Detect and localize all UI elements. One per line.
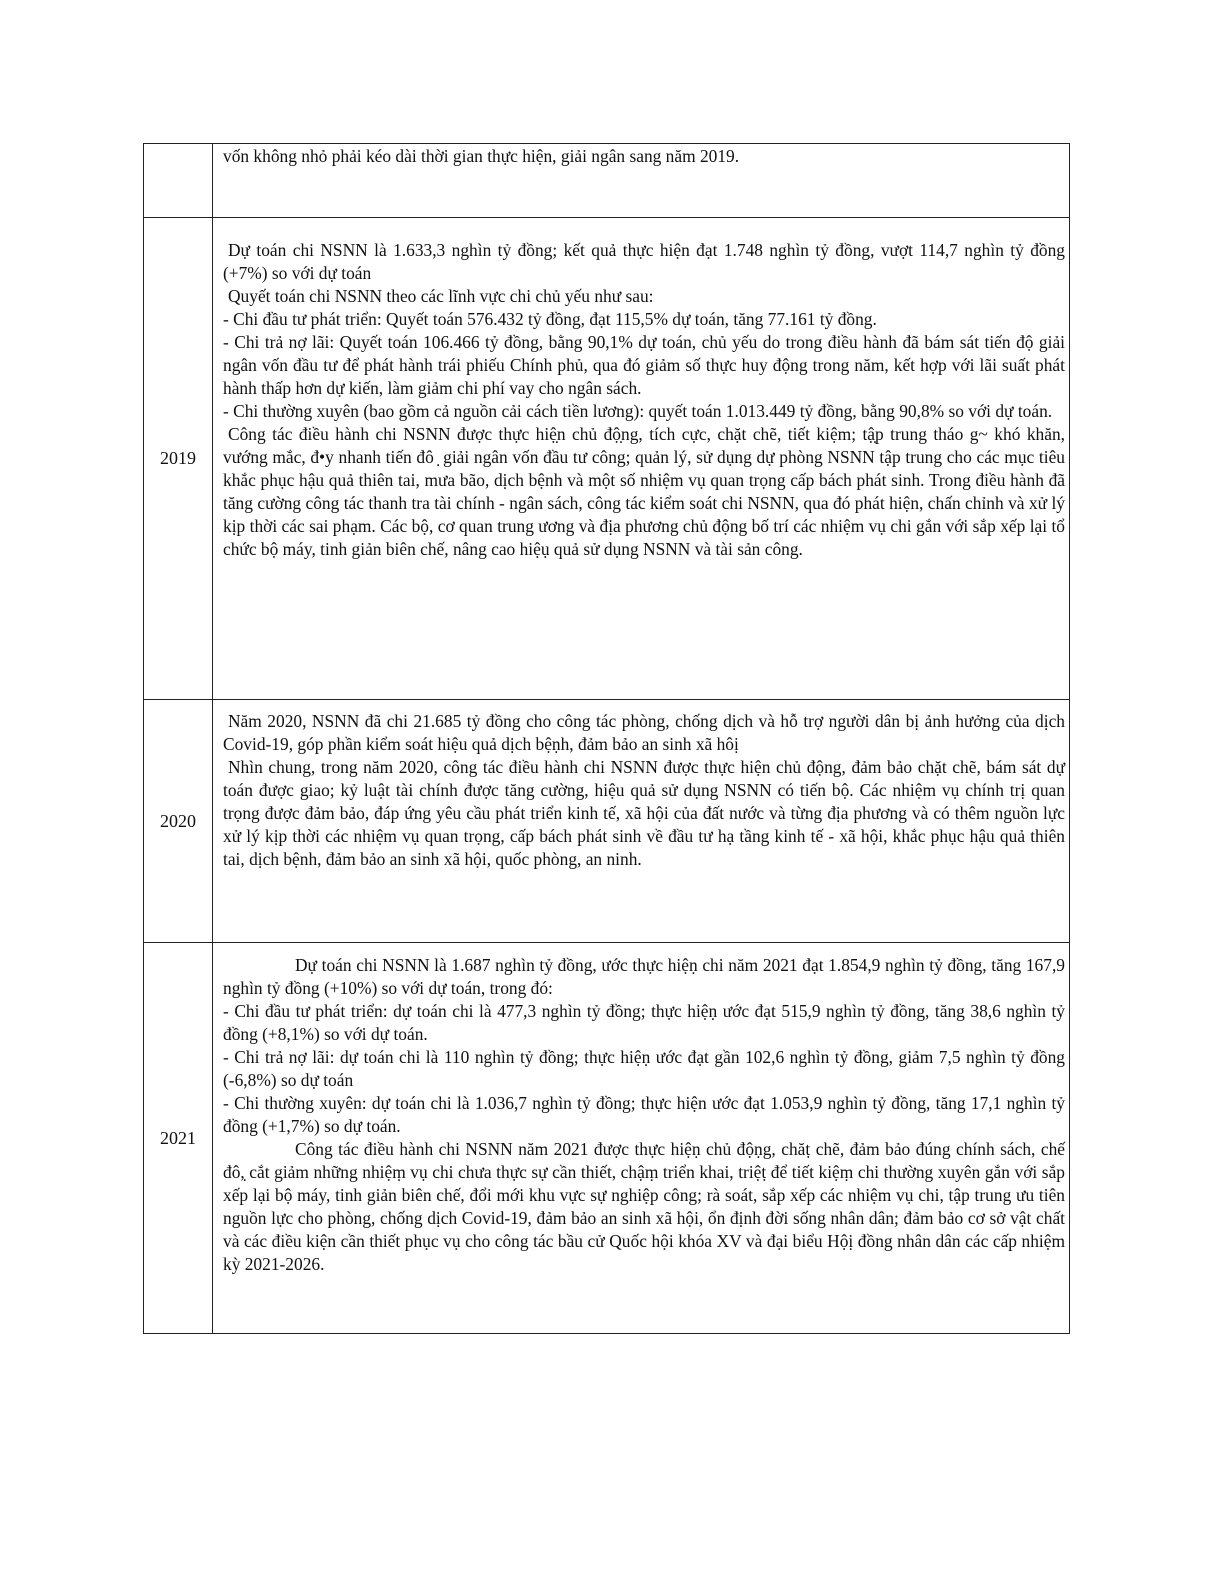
table-row bbox=[144, 943, 1070, 1334]
paragraph: Năm 2020, NSNN đã chi 21.685 tỷ đồng cho công tác phòng, chống dịch và hỗ trợ người dân bị ảnh hưởng của dịch Covid-19, góp phần kiểm soát hiệu quả dịch bệṇh, đảm bảo an sinh xã hôị bbox=[223, 711, 1065, 754]
paragraph: Dự toán chi NSNN là 1.687 nghìn tỷ đồng, ước thực hiệṇ chi năm 2021 đạt 1.854,9 nghìn tỷ đồng, tăng 167,9 nghìn tỷ đồng (+10%) so với dự toán, trong đó: bbox=[223, 955, 1065, 998]
paragraph: Công tác điều hành chi NSNN được thực hiệ̣n chủ độ̣ng, tích cực, chặt chẽ, tiết kiệm; tậ̣p trung tháo g~ khó khăn, vướng mắc, đ•y nhanh tiến đô ̣ giải ngân vốn đầu tư công; quản lý, sử dụng dự phòng NSNN tập trung cho các mục tiêu khắc phục hậu quả thiên tai, mưa bão, dịch bệnh và một số nhiệm vụ quan trọng cấp bách phát sinh. Trong điều hành đã tăng cường công tác thanh tra tài chính - ngân sách, công tác kiểm soát chi NSNN, qua đó phát hiện, chấn chỉnh và xử lý kịp thời các sai phạm. Các bộ, cơ quan trung ương và địa phương chủ động bố trí các nhiệm vụ chi gắn với sắp xếp lại tổ chức bộ máy, tinh giản biên chế, nâng cao hiệụ quả sử dụng NSNN và tài sản công. bbox=[223, 424, 1065, 559]
paragraph: Nhìn chung, trong năm 2020, công tác điều hành chi NSNN được thực hiện chủ động, đảm bảo chặt chẽ, bám sát dự toán được giao; kỷ luật tài chính được tăng cường, hiệu quả sử dụng NSNN có tiến bộ. Các nhiệm vụ chính trị quan trọng được đảm bảo, đáp ứng yêu cầu phát triển kinh tế, xã hội của đất nước và từng địa phương và có thêm nguồn lực xử lý kịp thời các nhiệm vụ quan trọng, cấp bách phát sinh về đầu tư hạ tầng kinh tế - xã hội, khắc phục hậu quả thiên tai, dịch bệnh, đảm bảo an sinh xã hội, quốc phòng, an ninh. bbox=[223, 757, 1065, 869]
paragraph: Quyết toán chi NSNN theo các lĩnh vực chi chủ yếu như sau: bbox=[228, 286, 654, 306]
year-cell: 2019 bbox=[144, 218, 213, 700]
content-cell bbox=[213, 218, 1070, 700]
paragraph: - Chi thường xuyên (bao gồm cả nguồn cải cách tiền lương): quyết toán 1.013.449 tỷ đồng, bằng 90,8% so với dự toán. bbox=[223, 401, 1053, 421]
paragraph: Công tác điều hành chi NSNN năm 2021 được thực hiệṇ chủ độṇg, chăṭ chẽ, đảm bảo đúng chính sách, chế đô,̣ cắt giảm những nhiệṃ vụ chi chưa thực sự cần thiết, chậṃ triển khai, triệṭ để tiết kiệṃ chi thường xuyên gắn với sắp xếp lại bộ máy, tinh giản biên chế, đổi mới khu vực sự nghiệp công; rà soát, sắp xếp các nhiệm vụ chi, tập trung ưu tiên nguồn lực cho phòng, chống dịch Covid-19, đảm bảo an sinh xã hội, ổn định đời sống nhân dân; đảm bảo cơ sở vật chất và các điều kiện cần thiết phục vụ cho công tác bầu cử Quốc hội khóa XV và đại biểu Hộị đồng nhân dân các cấp nhiệm kỳ 2021-2026. bbox=[223, 1139, 1065, 1274]
paragraph: - Chi trả nợ lãi: Quyết toán 106.466 tỷ đồng, bằng 90,1% dự toán, chủ yếu do trong điều hành đã bám sát tiến độ giải ngân vốn đầu tư để phát hành trái phiếu Chính phủ, qua đó giảm số thực huy động trong năm, kết hợp với lãi suất phát hành thấp hơn dự kiến, làm giảm chi phí vay cho ngân sách. bbox=[223, 332, 1065, 398]
year-cell: 2020 bbox=[144, 700, 213, 943]
content-cell bbox=[213, 700, 1070, 943]
paragraph: - Chi trả nợ lãi: dự toán chi là 110 nghìn tỷ đồng; thực hiệṇ ước đạt gần 102,6 nghìn tỷ đồng, giảm 7,5 nghìn tỷ đồng (-6,8%) so dự toán bbox=[223, 1047, 1065, 1090]
content-cell bbox=[213, 144, 1070, 218]
table-row bbox=[144, 700, 1070, 943]
table-row bbox=[144, 218, 1070, 700]
paragraph: - Chi đầu tư phát triển: Quyết toán 576.432 tỷ đồng, đạt 115,5% dự toán, tăng 77.161 tỷ đồng. bbox=[223, 309, 877, 329]
paragraph: Dự toán chi NSNN là 1.633,3 nghìn tỷ đồng; kết quả thực hiện đạt 1.748 nghìn tỷ đồng, vượt 114,7 nghìn tỷ đồng (+7%) so với dự toán bbox=[223, 240, 1065, 283]
content-cell bbox=[213, 943, 1070, 1334]
year-cell bbox=[144, 144, 213, 218]
table-row bbox=[144, 144, 1070, 218]
paragraph: - Chi thường xuyên: dự toán chi là 1.036,7 nghìn tỷ đồng; thực hiện ước đạt 1.053,9 nghìn tỷ đồng, tăng 17,1 nghìn tỷ đồng (+1,7%) so dự toán. bbox=[223, 1093, 1065, 1136]
year-cell: 2021 bbox=[144, 943, 213, 1334]
paragraph: - Chi đầu tư phát triển: dự toán chi là 477,3 nghìn tỷ đồng; thực hiệṇ ước đạt 515,9 nghìn tỷ đồng, tăng 38,6 nghìn tỷ đồng (+8,1%) so với dự toán. bbox=[223, 1001, 1065, 1044]
budget-table bbox=[143, 143, 1070, 1334]
paragraph: vốn không nhỏ phải kéo dài thời gian thực hiện, giải ngân sang năm 2019. bbox=[223, 146, 740, 166]
